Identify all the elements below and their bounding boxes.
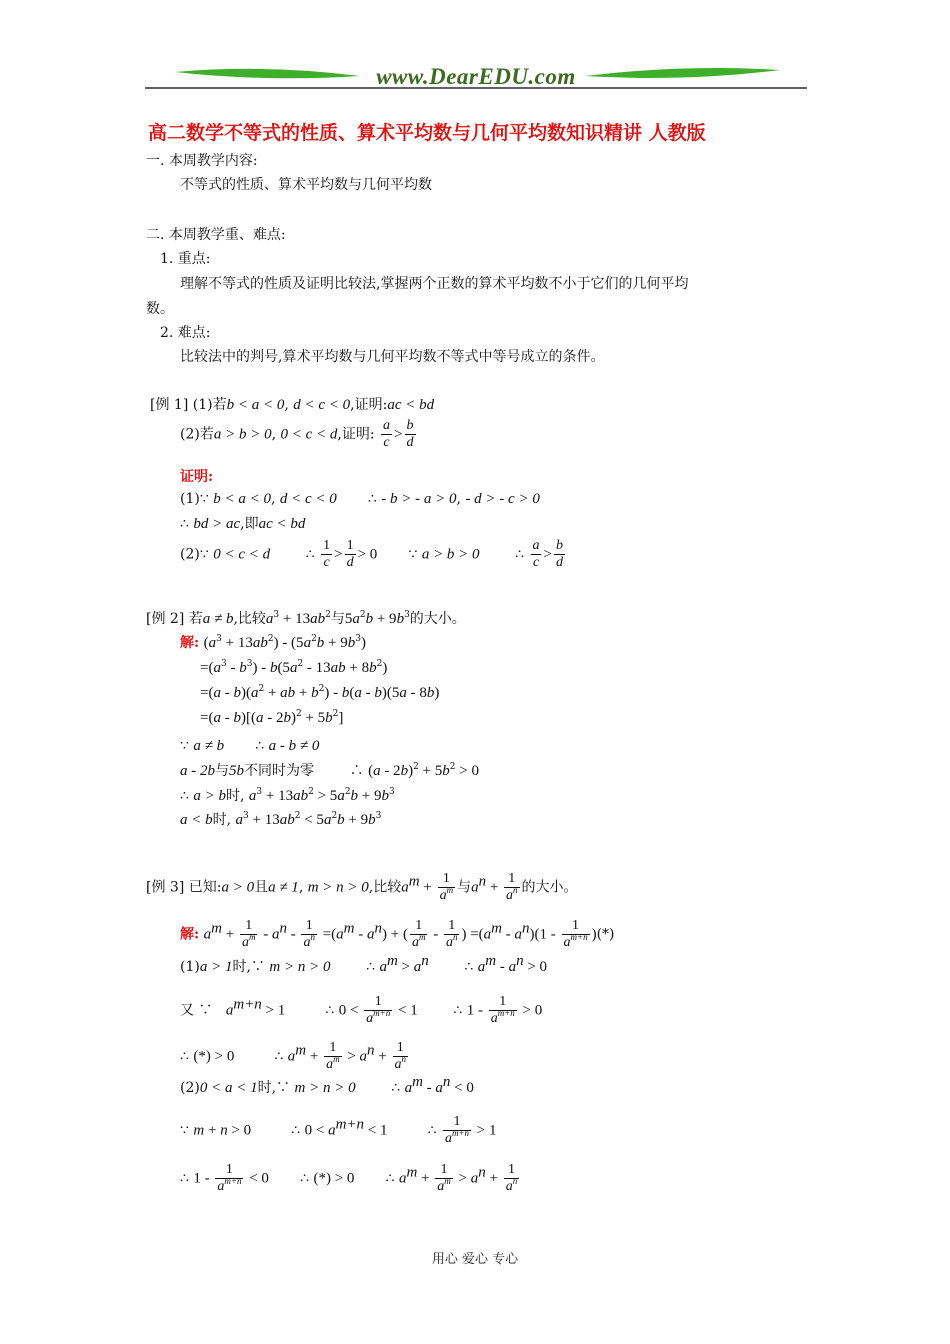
case1-b: m > n > 0 — [269, 959, 331, 975]
solution-label: 解: — [180, 926, 200, 943]
because-icon: ∵ — [180, 738, 189, 754]
q-c2: a ≠ 1 — [268, 879, 299, 896]
key-point-label: 1. 重点: — [160, 251, 211, 267]
solution-line5 — [180, 737, 319, 755]
page-title: 高二数学不等式的性质、算术平均数与几何平均数知识精讲 人教版 — [148, 122, 706, 144]
therefore-icon: ∴ — [300, 1170, 309, 1187]
case2-when: 时,∵ — [257, 1080, 291, 1096]
c1-a: a ≠ b — [193, 738, 225, 754]
proof-line2 — [180, 515, 305, 533]
q-known: 已知: — [188, 879, 222, 896]
ex3-case1-line3: ∴ (*) > 0 ∴ $a^m$ + $\frac{1}{a^m}$ > $a^n$ + $\frac{1}{a^n}$ — [180, 1040, 407, 1072]
fraction-1-over-a-m-plus-n: $\frac{1}{a^{m+n}}$ — [366, 994, 391, 1026]
therefore-icon: ∴ — [305, 546, 315, 563]
fraction-1-over-a-n: $\frac{1}{a^n}$ — [506, 871, 518, 903]
l3-label: (2)∵ — [180, 546, 209, 563]
fraction-1-over-a-m: $\frac{1}{a^m}$ — [439, 871, 454, 903]
ex3-case1-line1: (1)a > 1时,∵ m > n > 0 ∴ $a^m > a^n$ ∴ $a^m - a^n > 0$ — [180, 953, 548, 975]
ex3-case1-line2: 又 ∵ $a^{m+n} > 1$ ∴ 0 < $\frac{1}{a^{m+n}}$ < 1 ∴ 1 - $\frac{1}{a^{m+n}}$ > 0 — [180, 994, 543, 1026]
fraction-1-over-c: $\frac{1}{c}$ — [323, 538, 331, 570]
because-icon: ∵ — [180, 1122, 189, 1139]
q1-label: (1)若 — [192, 397, 227, 413]
l1-b: d < c < 0 — [279, 491, 337, 507]
therefore-icon: ∴ — [385, 1170, 395, 1187]
key-point-text-cont: 数。 — [146, 301, 174, 317]
fraction-1-over-a-m: $\frac{1}{a^m}$ — [437, 1162, 451, 1194]
ex3-case2-line3: ∴ 1 - $\frac{1}{a^{m+n}}$ < 0 ∴ (*) > 0 ∴ $a^m$ + $\frac{1}{a^m}$ > $a^n$ + $\frac{1}{a^n}$ — [180, 1162, 518, 1194]
fraction-1-over-a-n: $\frac{1}{a^n}$ — [394, 1040, 407, 1072]
q1-cond1: b < a < 0 — [226, 397, 285, 413]
fraction-a-over-c: $\frac{a}{c}$ — [532, 538, 540, 570]
q-with: 与 — [330, 611, 345, 627]
example1-tag: [例 1] — [150, 397, 189, 413]
q2-prove: ,证明: — [337, 426, 375, 443]
fraction-b-over-d: $\frac{b}{d}$ — [556, 538, 564, 570]
fraction-1-over-a-m-plus-n: $\frac{1}{a^{m+n}}$ — [490, 994, 515, 1026]
q-a: 若 — [188, 611, 203, 627]
therefore-icon: ∴ — [391, 1080, 401, 1096]
c1-b: a - b ≠ 0 — [268, 738, 320, 754]
case1-label: (1) — [180, 959, 200, 975]
proof-line3: (2)∵ 0 < c < d ∴ $\frac{1}{c}$ > $\frac{1}{d}$ > 0 ∵ a > b > 0 ∴ $\frac{a}{c}$ > $\frac{b}{d}$ — [180, 538, 564, 570]
fraction-1-over-a-m: $\frac{1}{a^m}$ — [241, 918, 256, 950]
fraction-1-over-a-m: $\frac{1}{a^m}$ — [326, 1040, 340, 1072]
fraction-1-over-a-n: $\frac{1}{a^n}$ — [303, 918, 315, 950]
example1-question2: (2)若a > b > 0, 0 < c < d,证明: $\frac{a}{c}$ > $\frac{b}{d}$ — [180, 418, 414, 450]
therefore-icon: ∴ — [291, 1122, 301, 1139]
again-because: 又 ∵ — [180, 1002, 213, 1019]
example3-question: [例 3] 已知:a > 0且a ≠ 1, m > n > 0,比较$a^m$ + $\frac{1}{a^m}$ 与$a^n$ + $\frac{1}{a^n}$ 的大小。 — [146, 871, 578, 903]
fraction-1-over-a-m-plus-n: $\frac{1}{a^{m+n}}$ — [563, 918, 588, 950]
ex3-solution-line1: 解: $a^m$ + $\frac{1}{a^m}$ - $a^n$ - $\frac{1}{a^n}$ $=(a^m - a^n)$ + ( $\frac{1}{a^m}$ - $\frac{1}{a^n}$ ) $=(a^m - a^n)(1$ - $\frac{1}{a^{m+n}}$ )(*) — [180, 918, 615, 950]
solution-line3: $=(a - b)(a^2$ + ab + $b^2) - b(a - b)(5a - 8b)$ — [200, 684, 440, 701]
section1-heading: 一. 本周教学内容: — [146, 153, 258, 169]
solution-line1: 解: $(a^3 + 13ab^2) - (5a^2b + 9b^3)$ — [180, 634, 366, 651]
q-end: 的大小。 — [521, 879, 578, 896]
fraction-b-over-d: $\frac{b}{d}$ — [406, 418, 414, 450]
q1-goal: ac < bd — [387, 397, 435, 413]
solution-label: 解: — [180, 635, 200, 651]
l1-d: - d > - c > 0 — [465, 491, 540, 507]
q2-cond2: 0 < c < d — [280, 426, 338, 443]
site-name: www.DearEDU.com — [376, 64, 576, 89]
solution-line4: $=(a - b)[(a - 2b)^2 + 5b^2]$ — [200, 709, 344, 726]
example2-question: [例 2] 若a ≠ b,比较$a^3 + 13ab^2$与$5a^2b + 9b^3$的大小。 — [146, 610, 466, 627]
site-banner — [145, 62, 807, 92]
fraction-1-over-a-m: $\frac{1}{a^m}$ — [411, 918, 426, 950]
solution-line6: a - 2b与5b不同时为零 ∴ $(a - 2b)^2 + 5b^2 > 0$ — [180, 762, 479, 779]
solution-line7: ∴ a > b时, $a^3 + 13ab^2 > 5a^2b + 9b^3$ — [180, 787, 395, 804]
fraction-1-over-a-m-plus-n: $\frac{1}{a^{m+n}}$ — [444, 1114, 470, 1146]
ex3-case2-line2: ∵ m + n > 0 ∴ $0 < a^{m+n} < 1$ ∴ $\frac{1}{a^{m+n}}$ > 1 — [180, 1114, 497, 1146]
fraction-1-over-a-n: $\frac{1}{a^n}$ — [445, 918, 458, 950]
therefore-icon: ∴ — [325, 1002, 335, 1019]
therefore-icon: ∴ — [453, 1002, 463, 1019]
q2-label: (2)若 — [180, 426, 214, 443]
proof-line1: (1)∵ b < a < 0, d < c < 0 ∴ - b > - a > 0, - d > - c > 0 — [180, 491, 540, 507]
therefore-icon: ∴ — [180, 516, 189, 532]
l1-c: - b > - a > 0 — [381, 491, 457, 507]
therefore-icon: ∴ — [349, 763, 364, 779]
c2-a: a - 2b — [180, 763, 215, 779]
example1-question1: [例 1] (1)若b < a < 0, d < c < 0,证明:ac < bd — [150, 397, 435, 413]
c2-with: 与 — [215, 763, 229, 779]
q-c1: a > 0 — [221, 879, 255, 896]
because-icon: ∵ — [408, 546, 418, 563]
therefore-icon: ∴ — [515, 546, 525, 563]
l2-a: bd > ac — [193, 516, 241, 532]
therefore-icon: ∴ — [274, 1048, 284, 1065]
q-cond: a ≠ b — [202, 611, 234, 627]
l3-a: 0 < c < d — [213, 546, 271, 563]
q2-cond1: a > b > 0 — [213, 426, 272, 443]
case1-when: 时,∵ — [232, 959, 265, 975]
therefore-icon: ∴ — [180, 1048, 189, 1065]
l1-a: b < a < 0 — [213, 491, 271, 507]
c2-b: 5b — [229, 763, 244, 779]
therefore-icon: ∴ — [366, 959, 375, 975]
therefore-icon: ∴ — [255, 738, 265, 754]
section2-heading: 二. 本周教学重、难点: — [146, 227, 286, 243]
example3-tag: [例 3] — [146, 879, 185, 896]
q-and: 且 — [254, 879, 269, 896]
q1-cond2: d < c < 0 — [293, 397, 351, 413]
q-c3: m > n > 0 — [307, 879, 369, 896]
case2-label: (2) — [180, 1080, 200, 1096]
l2-b: ac < bd — [258, 516, 306, 532]
l3-b: a > b > 0 — [421, 546, 480, 563]
case2-cond: 0 < a < 1 — [199, 1080, 258, 1096]
therefore-icon: ∴ — [427, 1122, 437, 1139]
q-b: ,比较 — [233, 611, 266, 627]
case1-cond: a > 1 — [199, 959, 233, 975]
l1-label: (1)∵ — [180, 491, 209, 507]
c2-text: 不同时为零 — [244, 763, 314, 779]
c3-cond: a > b — [193, 788, 226, 804]
proof-label: 证明: — [180, 469, 214, 485]
fraction-1-over-d: $\frac{1}{d}$ — [346, 538, 354, 570]
solution-line8: a < b时, $a^3 + 13ab^2 < 5a^2b + 9b^3$ — [180, 811, 382, 828]
c4-when: 时, — [212, 812, 232, 828]
q1-prove: ,证明: — [350, 397, 388, 413]
therefore-icon: ∴ — [464, 959, 474, 975]
difficulty-text: 比较法中的判号,算术平均数与几何平均数不等式中等号成立的条件。 — [180, 349, 605, 365]
case2-b: m > n > 0 — [294, 1080, 356, 1096]
fraction-1-over-a-n: $\frac{1}{a^n}$ — [505, 1162, 518, 1194]
section1-content: 不等式的性质、算术平均数与几何平均数 — [180, 177, 432, 193]
difficulty-label: 2. 难点: — [160, 325, 211, 341]
therefore-icon: ∴ — [367, 491, 377, 507]
l2-mid: ,即 — [240, 516, 259, 532]
q-cmp: ,比较 — [368, 879, 402, 896]
ex3-case2-line1: (2)0 < a < 1时,∵ m > n > 0 ∴ $a^m - a^n < 0$ — [180, 1074, 474, 1096]
star-mark: (*) — [596, 926, 615, 943]
fraction-1-over-a-m-plus-n: $\frac{1}{a^{m+n}}$ — [217, 1162, 242, 1194]
solution-line2: $=(a^3 - b^3) - b(5a^2 - 13ab + 8b^2)$ — [200, 659, 388, 676]
therefore-icon: ∴ — [180, 1170, 189, 1187]
page-footer: 用心 爱心 专心 — [431, 1252, 519, 1267]
key-point-text: 理解不等式的性质及证明比较法,掌握两个正数的算术平均数不小于它们的几何平均 — [180, 276, 689, 292]
fraction-a-over-c: $\frac{a}{c}$ — [383, 418, 391, 450]
q-with: 与 — [457, 879, 472, 896]
therefore-icon: ∴ — [180, 788, 189, 804]
c4-cond: a < b — [180, 812, 213, 828]
example2-tag: [例 2] — [146, 611, 185, 627]
c3-when: 时, — [226, 788, 245, 804]
q-end: 的大小。 — [409, 611, 466, 627]
